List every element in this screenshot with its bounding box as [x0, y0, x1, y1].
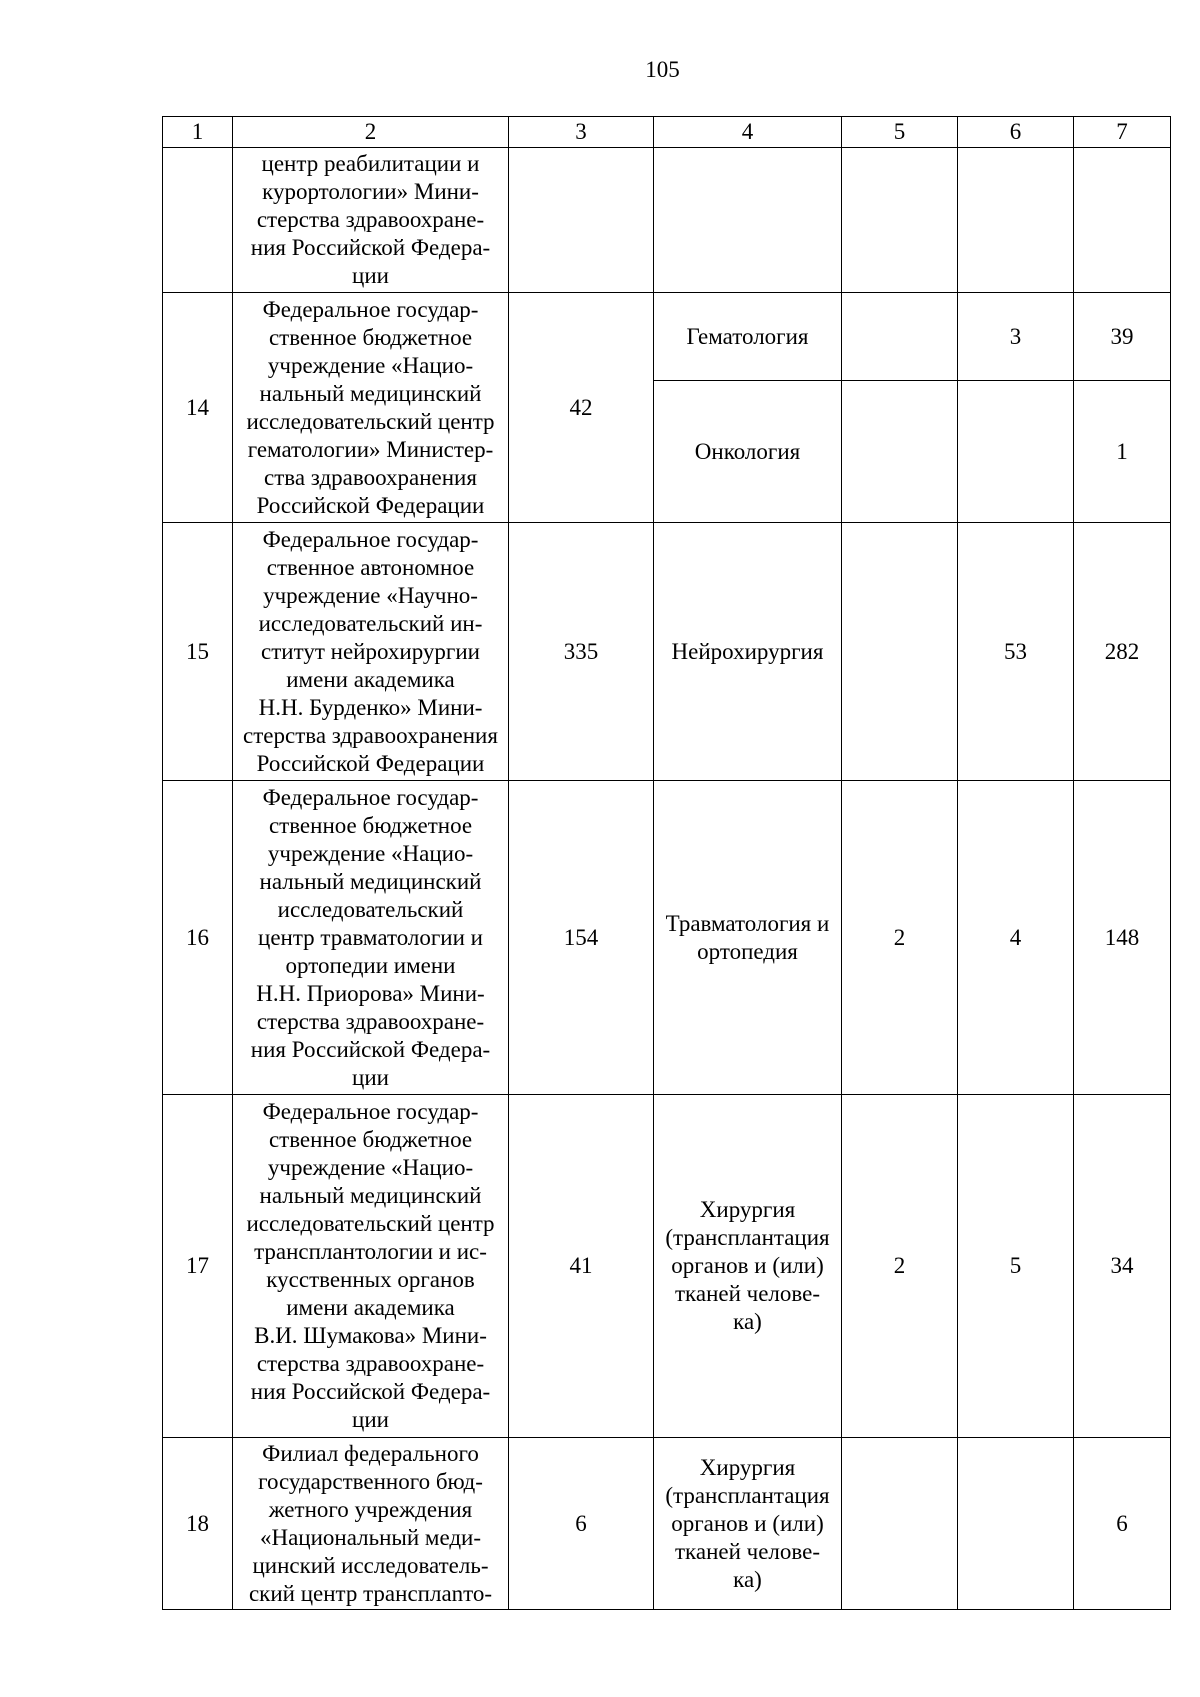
organization-cell: Федеральное государ- ственное автономное учреждение «Научно- исследовательский ин- ститут нейрохирургии имени академика Н.Н. Бурденко» Мини- стерства здравоохранения Российской Федерации [233, 523, 509, 781]
profile-cell: Хирургия (трансплантация органов и (или) тканей челове- ка) [654, 1095, 842, 1438]
row-number-cell: 14 [163, 293, 233, 523]
row-number-cell [163, 148, 233, 293]
value-cell: 4 [958, 781, 1074, 1095]
profile-cell [654, 148, 842, 293]
table-row [163, 781, 1171, 1095]
value-cell: 3 [958, 293, 1074, 381]
count-cell: 154 [509, 781, 654, 1095]
value-cell: 148 [1074, 781, 1171, 1095]
row-number-cell: 16 [163, 781, 233, 1095]
row-number-cell: 15 [163, 523, 233, 781]
value-cell [842, 293, 958, 381]
organization-cell: Филиал федерального государственного бюд- жетного учреждения «Национальный меди- цинский исследователь- ский центр трансплanто- [233, 1438, 509, 1610]
value-cell: 282 [1074, 523, 1171, 781]
value-cell: 2 [842, 781, 958, 1095]
page-number: 105 [645, 57, 680, 82]
header-cell: 5 [842, 117, 958, 148]
organization-cell: Федеральное государ- ственное бюджетное учреждение «Нацио- нальный медицинский исследовательский центр трансплантологии и ис- кусственных органов имени академика В.И. Шумакова» Мини- стерства здравоохране- ния Российской Федера- ции [233, 1095, 509, 1438]
data-table [162, 116, 1171, 1610]
value-cell: 39 [1074, 293, 1171, 381]
value-cell: 2 [842, 1095, 958, 1438]
profile-cell: Онкология [654, 381, 842, 523]
organization-cell: центр реабилитации и курортологии» Мини- стерства здравоохране- ния Российской Федера- ции [233, 148, 509, 293]
table-row [163, 293, 1171, 381]
table-row [163, 1438, 1171, 1610]
profile-cell: Травматология и ортопедия [654, 781, 842, 1095]
count-cell: 6 [509, 1438, 654, 1610]
count-cell: 41 [509, 1095, 654, 1438]
header-cell: 2 [233, 117, 509, 148]
value-cell [958, 148, 1074, 293]
table-header-row [163, 117, 1171, 148]
count-cell: 42 [509, 293, 654, 523]
header-cell: 6 [958, 117, 1074, 148]
row-number-cell: 17 [163, 1095, 233, 1438]
row-number-cell: 18 [163, 1438, 233, 1610]
header-cell: 1 [163, 117, 233, 148]
organization-cell: Федеральное государ- ственное бюджетное учреждение «Нацио- нальный медицинский исследовательский центр гематологии» Министер- ства здравоохранения Российской Федерации [233, 293, 509, 523]
value-cell [842, 148, 958, 293]
value-cell: 34 [1074, 1095, 1171, 1438]
organization-cell: Федеральное государ- ственное бюджетное учреждение «Нацио- нальный медицинский исследовательский центр травматологии и ортопедии имени Н.Н. Приорова» Мини- стерства здравоохране- ния Российской Федера- ции [233, 781, 509, 1095]
value-cell [842, 523, 958, 781]
count-cell [509, 148, 654, 293]
value-cell: 6 [1074, 1438, 1171, 1610]
value-cell [1074, 148, 1171, 293]
table-row [163, 1095, 1171, 1438]
table-row [163, 523, 1171, 781]
value-cell [842, 381, 958, 523]
header-cell: 7 [1074, 117, 1171, 148]
profile-cell: Гематология [654, 293, 842, 381]
value-cell [958, 1438, 1074, 1610]
header-cell: 4 [654, 117, 842, 148]
value-cell [842, 1438, 958, 1610]
value-cell: 53 [958, 523, 1074, 781]
header-cell: 3 [509, 117, 654, 148]
table-row [163, 148, 1171, 293]
value-cell: 5 [958, 1095, 1074, 1438]
count-cell: 335 [509, 523, 654, 781]
value-cell: 1 [1074, 381, 1171, 523]
profile-cell: Нейрохирургия [654, 523, 842, 781]
profile-cell: Хирургия (трансплантация органов и (или) тканей челове- ка) [654, 1438, 842, 1610]
value-cell [958, 381, 1074, 523]
